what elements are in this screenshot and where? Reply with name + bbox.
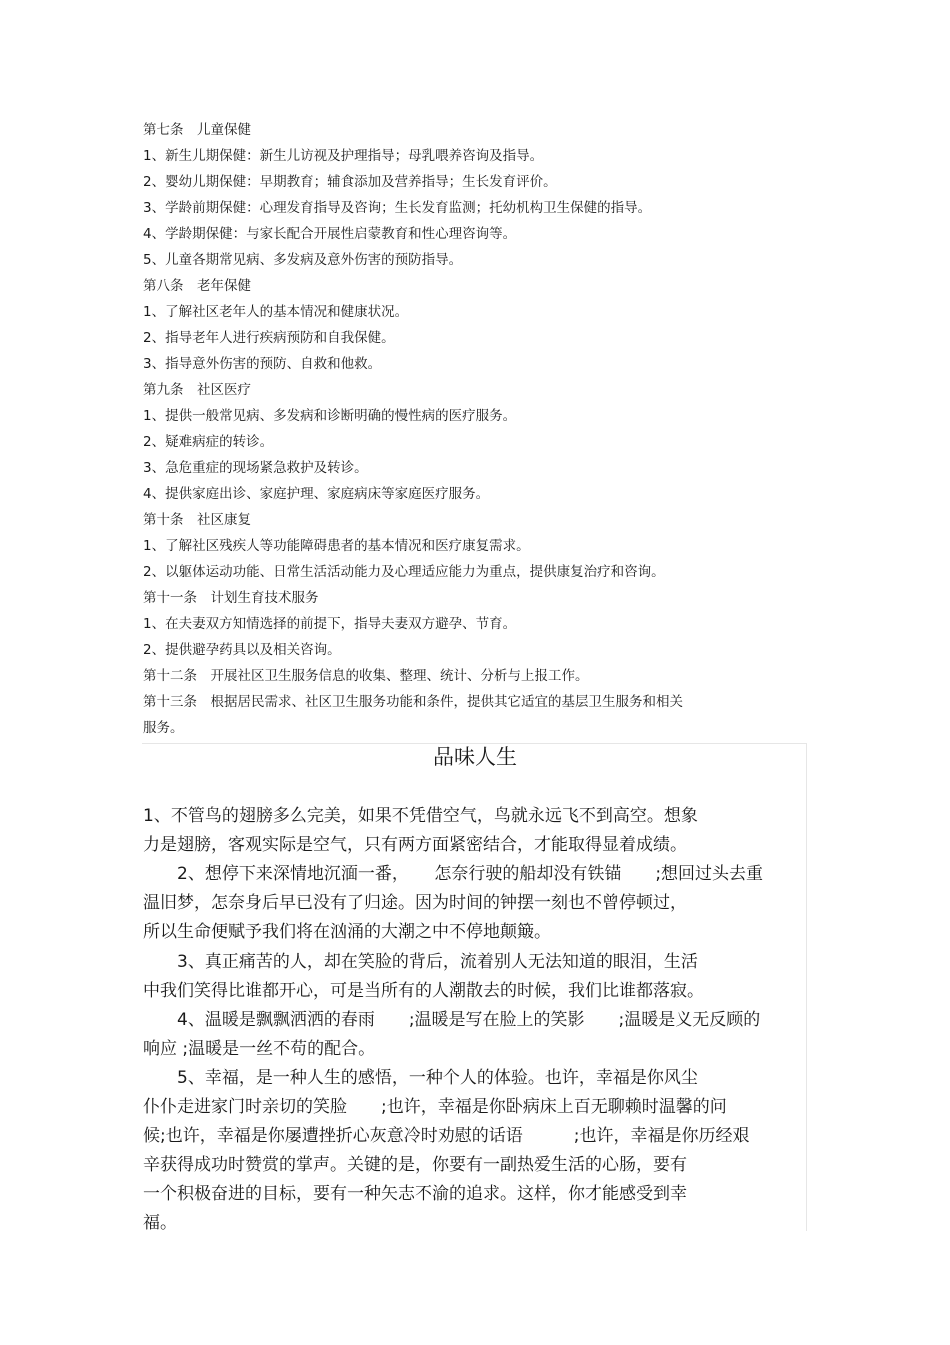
essay-line: 一个积极奋进的目标，要有一种矢志不渝的追求。这样，你才能感受到幸 <box>143 1184 687 1204</box>
heading-article-8: 第八条 老年保健 <box>143 278 251 294</box>
text-line: 4、提供家庭出诊、家庭护理、家庭病床等家庭医疗服务。 <box>143 486 490 502</box>
text-line: 2、指导老年人进行疾病预防和自我保健。 <box>143 330 395 346</box>
text-line: 4、学龄期保健：与家长配合开展性启蒙教育和性心理咨询等。 <box>143 226 517 242</box>
essay-line: 响应 ;温暖是一丝不苟的配合。 <box>143 1039 376 1059</box>
essay-line: 候;也许，幸福是你屡遭挫折心灰意冷时劝慰的话语 ;也许，幸福是你历经艰 <box>143 1126 750 1146</box>
text-line: 服务。 <box>143 720 184 736</box>
essay-line: 5、幸福，是一种人生的感悟，一种个人的体验。也许，幸福是你风尘 <box>143 1068 698 1088</box>
essay-line: 力是翅膀，客观实际是空气，只有两方面紧密结合，才能取得显着成绩。 <box>143 835 687 855</box>
heading-article-12: 第十二条 开展社区卫生服务信息的收集、整理、统计、分析与上报工作。 <box>143 668 589 684</box>
heading-article-10: 第十条 社区康复 <box>143 512 251 528</box>
text-line: 1、新生儿期保健：新生儿访视及护理指导；母乳喂养咨询及指导。 <box>143 148 544 164</box>
essay-line: 所以生命便赋予我们将在汹涌的大潮之中不停地颠簸。 <box>143 922 551 942</box>
essay-line: 辛获得成功时赞赏的掌声。关键的是，你要有一副热爱生活的心肠，要有 <box>143 1155 687 1175</box>
heading-article-11: 第十一条 计划生育技术服务 <box>143 590 319 606</box>
text-line: 2、疑难病症的转诊。 <box>143 434 274 450</box>
essay-line: 3、真正痛苦的人，却在笑脸的背后，流着别人无法知道的眼泪，生活 <box>143 952 698 972</box>
text-line: 2、以躯体运动功能、日常生活活动能力及心理适应能力为重点，提供康复治疗和咨询。 <box>143 564 665 580</box>
heading-article-7: 第七条 儿童保健 <box>143 122 251 138</box>
text-line: 1、提供一般常见病、多发病和诊断明确的慢性病的医疗服务。 <box>143 408 517 424</box>
essay-line: 福。 <box>143 1213 177 1233</box>
text-line: 1、了解社区老年人的基本情况和健康状况。 <box>143 304 409 320</box>
essay-title: 品味人生 <box>433 745 517 769</box>
text-line: 2、提供避孕药具以及相关咨询。 <box>143 642 341 658</box>
essay-line: 温旧梦，怎奈身后早已没有了归途。因为时间的钟摆一刻也不曾停顿过， <box>143 893 687 913</box>
essay-line: 4、温暖是飘飘洒洒的春雨 ;温暖是写在脸上的笑影 ;温暖是义无反顾的 <box>143 1010 761 1030</box>
text-line: 2、婴幼儿期保健：早期教育；辅食添加及营养指导；生长发育评价。 <box>143 174 557 190</box>
text-line: 3、急危重症的现场紧急救护及转诊。 <box>143 460 368 476</box>
text-line: 1、了解社区残疾人等功能障碍患者的基本情况和医疗康复需求。 <box>143 538 530 554</box>
heading-article-9: 第九条 社区医疗 <box>143 382 251 398</box>
text-line: 5、儿童各期常见病、多发病及意外伤害的预防指导。 <box>143 252 463 268</box>
text-line: 1、在夫妻双方知情选择的前提下，指导夫妻双方避孕、节育。 <box>143 616 517 632</box>
text-line: 3、学龄前期保健：心理发育指导及咨询；生长发育监测；托幼机构卫生保健的指导。 <box>143 200 652 216</box>
text-line: 3、指导意外伤害的预防、自救和他救。 <box>143 356 382 372</box>
essay-line: 2、想停下来深情地沉湎一番， 怎奈行驶的船却没有铁锚 ;想回过头去重 <box>143 864 764 884</box>
heading-article-13: 第十三条 根据居民需求、社区卫生服务功能和条件，提供其它适宜的基层卫生服务和相关 <box>143 694 683 710</box>
essay-line: 仆仆走进家门时亲切的笑脸 ;也许，幸福是你卧病床上百无聊赖时温馨的问 <box>143 1097 727 1117</box>
essay-line: 1、不管鸟的翅膀多么完美，如果不凭借空气，鸟就永远飞不到高空。想象 <box>143 806 698 826</box>
essay-line: 中我们笑得比谁都开心，可是当所有的人潮散去的时候，我们比谁都落寂。 <box>143 981 704 1001</box>
